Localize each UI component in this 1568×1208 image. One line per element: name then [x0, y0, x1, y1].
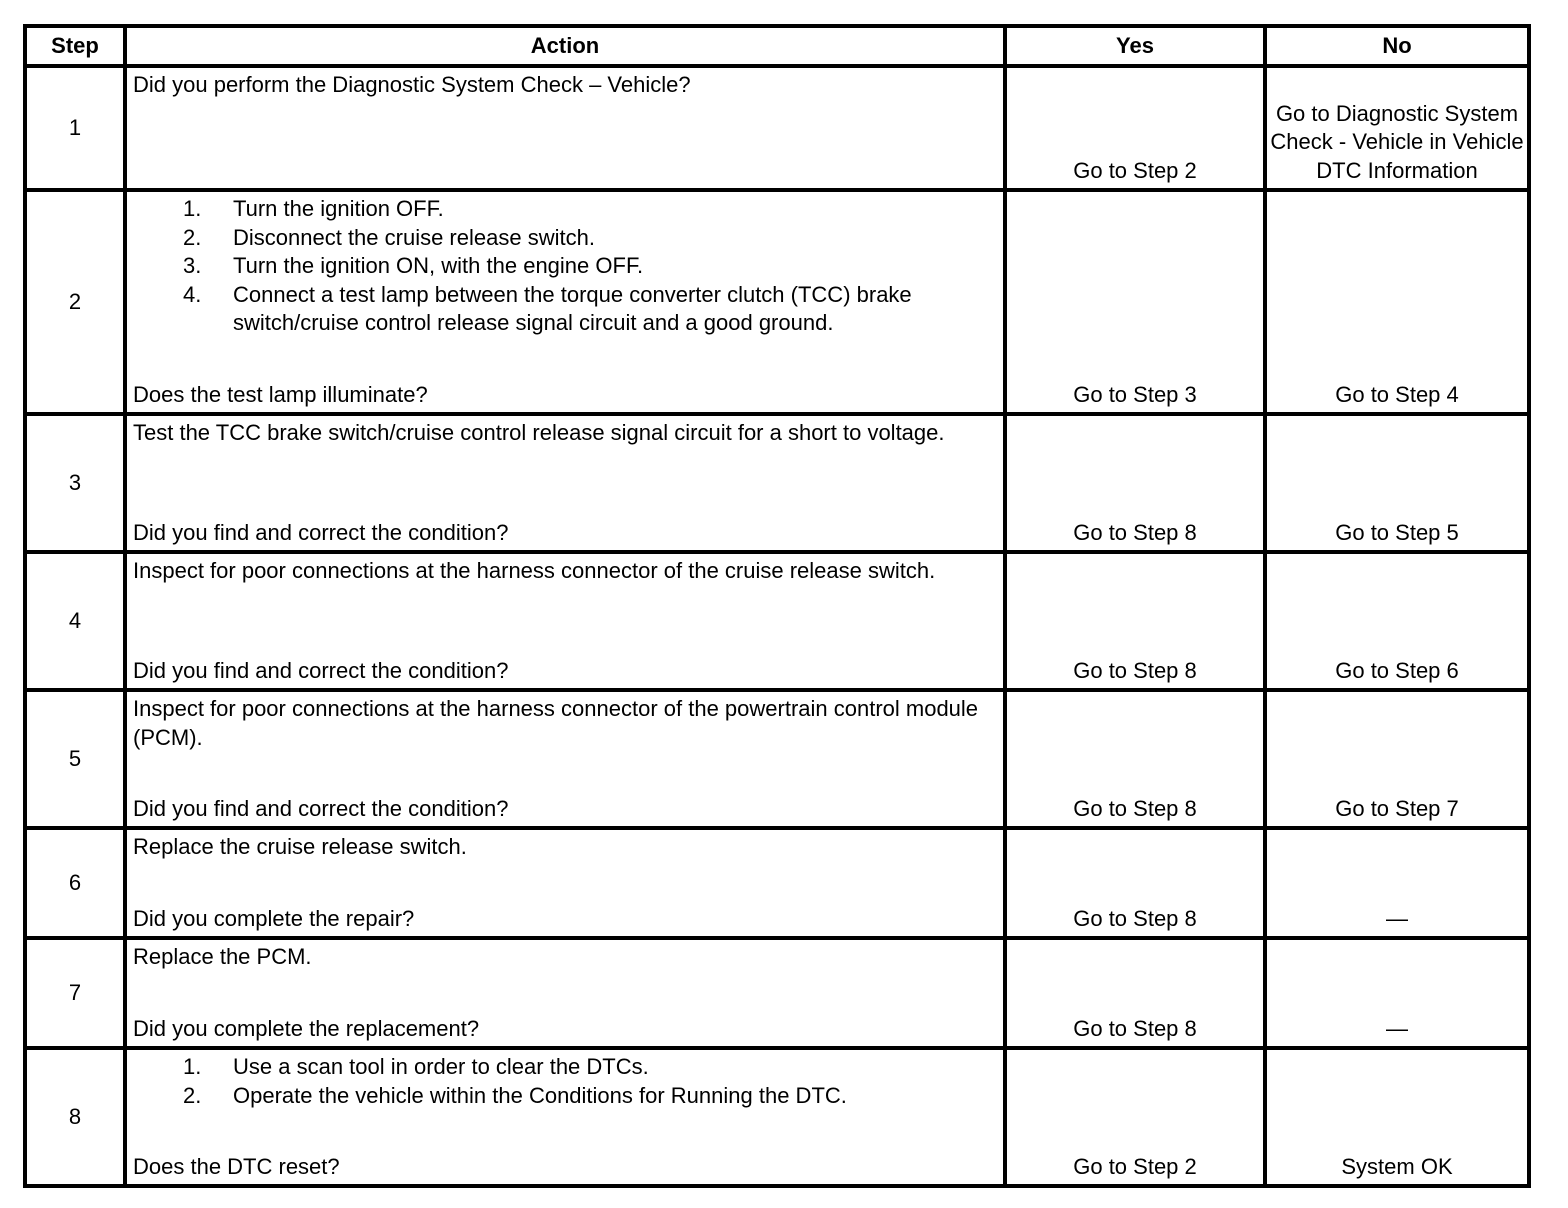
header-no: No — [1265, 26, 1529, 66]
action-step-item — [133, 1053, 995, 1082]
action-cell — [125, 66, 1005, 190]
action-step-item — [133, 281, 995, 338]
step-number: 7 — [25, 938, 125, 1048]
yes-result: Go to Step 3 — [1005, 190, 1265, 414]
action-content — [133, 557, 995, 685]
yes-result: Go to Step 2 — [1005, 1048, 1265, 1186]
header-action: Action — [125, 26, 1005, 66]
no-result: Go to Step 5 — [1265, 414, 1529, 552]
action-step-text: Operate the vehicle within the Conditions for Running the DTC. — [233, 1082, 847, 1108]
action-step-text: Turn the ignition ON, with the engine OFF. — [233, 253, 644, 278]
table-row — [25, 66, 1529, 190]
table-row — [25, 414, 1529, 552]
step-number: 5 — [25, 690, 125, 828]
action-instructions — [133, 1053, 995, 1110]
action-step-list — [133, 1053, 995, 1110]
action-instructions — [133, 833, 995, 862]
action-step-item — [133, 224, 995, 253]
action-question: Did you perform the Diagnostic System Check – Vehicle? — [133, 72, 691, 97]
no-result: Go to Step 7 — [1265, 690, 1529, 828]
action-content — [133, 943, 995, 1043]
step-number: 8 — [25, 1048, 125, 1186]
step-number: 2 — [25, 190, 125, 414]
table-row — [25, 552, 1529, 690]
no-result: — — [1265, 938, 1529, 1048]
action-step-text: Disconnect the cruise release switch. — [233, 224, 595, 250]
action-content — [133, 195, 995, 409]
action-step-item — [133, 252, 995, 281]
yes-result: Go to Step 8 — [1005, 828, 1265, 938]
action-paragraph: Inspect for poor connections at the harness connector of the cruise release switch. — [133, 558, 936, 583]
action-step-number: 1. — [183, 1054, 202, 1079]
action-step-text: Turn the ignition OFF. — [233, 196, 444, 221]
action-instructions — [133, 943, 995, 972]
header-yes: Yes — [1005, 26, 1265, 66]
no-result: System OK — [1265, 1048, 1529, 1186]
yes-result: Go to Step 2 — [1005, 66, 1265, 190]
yes-result: Go to Step 8 — [1005, 552, 1265, 690]
no-result: Go to Step 4 — [1265, 190, 1529, 414]
action-instructions — [133, 419, 995, 448]
action-question: Did you find and correct the condition? — [133, 657, 509, 683]
no-result: — — [1265, 828, 1529, 938]
table-row — [25, 828, 1529, 938]
header-step: Step — [25, 26, 125, 66]
action-question: Did you find and correct the condition? — [133, 795, 509, 821]
action-step-item — [133, 195, 995, 224]
action-question: Did you find and correct the condition? — [133, 519, 509, 545]
action-question: Did you complete the replacement? — [133, 1015, 480, 1041]
step-number: 6 — [25, 828, 125, 938]
action-instructions — [133, 695, 995, 752]
step-number: 1 — [25, 66, 125, 190]
action-cell — [125, 828, 1005, 938]
action-step-item — [133, 1082, 995, 1111]
action-step-text: Use a scan tool in order to clear the DTCs. — [233, 1054, 649, 1079]
table-row — [25, 690, 1529, 828]
table-row — [25, 938, 1529, 1048]
action-step-number: 4. — [183, 281, 202, 307]
action-cell — [125, 1048, 1005, 1186]
action-cell — [125, 414, 1005, 552]
no-result: Go to Step 6 — [1265, 552, 1529, 690]
yes-result: Go to Step 8 — [1005, 690, 1265, 828]
action-paragraph: Replace the PCM. — [133, 944, 312, 969]
action-paragraph: Replace the cruise release switch. — [133, 834, 467, 859]
action-step-number: 2. — [183, 1082, 202, 1108]
action-step-list — [133, 195, 995, 338]
action-cell — [125, 190, 1005, 414]
action-step-number: 1. — [183, 196, 202, 221]
action-question: Does the test lamp illuminate? — [133, 381, 428, 407]
action-paragraph: Inspect for poor connections at the harness connector of the powertrain control module (PCM). — [133, 696, 979, 750]
table-row — [25, 190, 1529, 414]
action-question: Does the DTC reset? — [133, 1153, 340, 1179]
yes-result: Go to Step 8 — [1005, 414, 1265, 552]
step-number: 3 — [25, 414, 125, 552]
action-question: Did you complete the repair? — [133, 905, 415, 931]
action-step-number: 2. — [183, 224, 202, 250]
action-instructions — [133, 195, 995, 338]
step-number: 4 — [25, 552, 125, 690]
diagnostic-table — [23, 24, 1531, 1188]
no-result: Go to Diagnostic System Check - Vehicle in Vehicle DTC Information — [1265, 66, 1529, 190]
action-content — [133, 71, 995, 185]
table-body — [25, 66, 1529, 1186]
action-step-number: 3. — [183, 253, 202, 278]
action-instructions — [133, 557, 995, 586]
action-paragraph: Test the TCC brake switch/cruise control release signal circuit for a short to voltage. — [133, 420, 945, 445]
action-cell — [125, 552, 1005, 690]
table-row — [25, 1048, 1529, 1186]
action-content — [133, 833, 995, 933]
action-step-text: Connect a test lamp between the torque converter clutch (TCC) brake switch/cruise control release signal circuit and a good ground. — [233, 281, 912, 335]
yes-result: Go to Step 8 — [1005, 938, 1265, 1048]
action-cell — [125, 690, 1005, 828]
action-content — [133, 695, 995, 823]
action-cell — [125, 938, 1005, 1048]
action-content — [133, 419, 995, 547]
header-row — [25, 26, 1529, 66]
action-content — [133, 1053, 995, 1181]
